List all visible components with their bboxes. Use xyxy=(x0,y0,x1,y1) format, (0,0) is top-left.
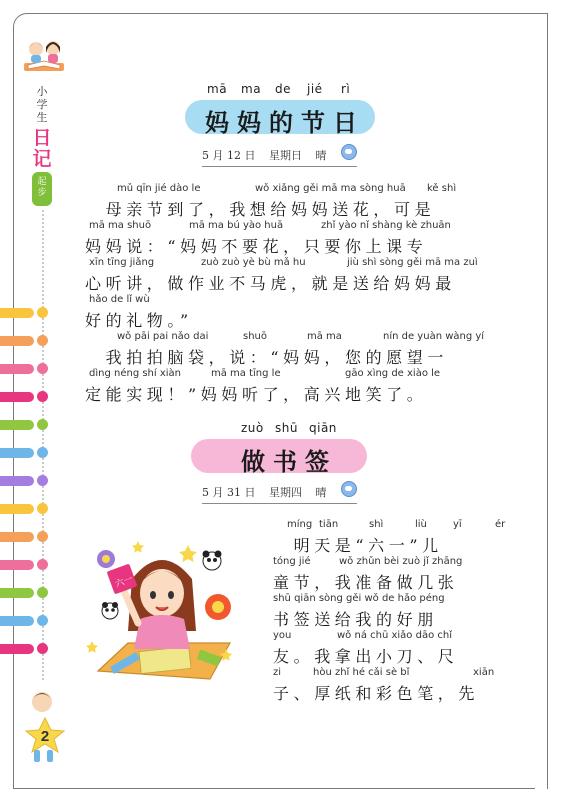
card-text: 六一 xyxy=(114,574,135,591)
entry2-weather: 晴 xyxy=(315,486,327,499)
dotted-guide xyxy=(42,210,44,680)
entry1-title: 妈妈的节日 xyxy=(205,109,365,137)
series-char: 学 xyxy=(36,98,48,111)
pinyin-group: yī xyxy=(453,519,462,530)
title-pinyin-syllable: zuò xyxy=(241,421,264,435)
color-tab xyxy=(0,420,34,430)
color-tab-dot xyxy=(37,419,48,430)
title-pinyin-syllable: qiān xyxy=(309,421,337,435)
pinyin-group: mā ma xyxy=(307,331,342,342)
color-tab xyxy=(0,336,34,346)
pinyin-group: wǒ zhǔn bèi zuò jǐ zhāng xyxy=(339,556,463,567)
pinyin-group: ér xyxy=(495,519,506,530)
series-char: 记 xyxy=(32,148,52,170)
series-char: 小 xyxy=(36,85,48,98)
pinyin-group: shū qiān sòng gěi wǒ de hǎo péng xyxy=(273,593,445,604)
series-char: 日 xyxy=(32,127,52,149)
color-tab xyxy=(0,616,34,626)
color-tab-dot xyxy=(37,587,48,598)
text-line xyxy=(273,667,562,705)
text-line xyxy=(85,331,558,369)
pinyin-group: tóng jié xyxy=(273,556,311,567)
color-tab-dot xyxy=(37,503,48,514)
series-title-big xyxy=(29,128,55,170)
color-tab-dot xyxy=(37,475,48,486)
pinyin-group: zuò zuò yè bù mǎ hu xyxy=(201,257,306,268)
girl-crafting-illustration xyxy=(80,531,244,699)
pinyin-group: hòu zhǐ hé cǎi sè bǐ xyxy=(313,667,410,678)
pinyin-group: míng xyxy=(287,519,313,530)
pinyin-group: xiān xyxy=(473,667,495,678)
entry1-dateline xyxy=(202,147,337,163)
pinyin-group: mā ma shuō xyxy=(89,220,152,231)
color-tab xyxy=(0,644,34,654)
hanzi-text: 友。我拿出小刀、尺 xyxy=(273,647,459,666)
title-pinyin-syllable: mā xyxy=(207,82,228,96)
reading-kids-icon xyxy=(22,35,66,75)
pinyin-group: jiù shì sòng gěi mā ma zuì xyxy=(347,257,478,268)
pinyin-group: wǒ ná chū xiǎo dāo chǐ xyxy=(337,630,452,641)
entry2-dateline xyxy=(202,484,337,500)
title-pinyin-syllable: jié xyxy=(307,82,323,96)
entry2-title: 做书签 xyxy=(241,448,337,476)
color-tab-dot xyxy=(37,363,48,374)
hanzi-text: 好的礼物。” xyxy=(85,311,193,330)
color-tab xyxy=(0,504,34,514)
hanzi-text: 我拍拍脑袋，说：“妈妈，您的愿望一 xyxy=(85,348,448,367)
pinyin-group: zhǐ yào nǐ shàng kè zhuān xyxy=(321,220,451,231)
color-tab xyxy=(0,392,34,402)
color-tab-dot xyxy=(37,559,48,570)
pinyin-group: mǔ qīn jié dào le xyxy=(117,183,201,194)
series-badge xyxy=(32,172,52,206)
pinyin-group: nín de yuàn wàng yí xyxy=(383,331,485,342)
text-line xyxy=(85,368,558,406)
pinyin-group: wǒ xiǎng gěi mā ma sòng huā xyxy=(255,183,406,194)
series-char: 起 xyxy=(37,177,47,187)
hanzi-text: 妈妈说：“妈妈不要花，只要你上课专 xyxy=(85,237,428,256)
pinyin-group: kě shì xyxy=(427,183,457,194)
pinyin-group: mā ma bú yào huā xyxy=(189,220,284,231)
color-tab xyxy=(0,588,34,598)
sunny-weather-icon xyxy=(341,481,357,497)
series-title-small xyxy=(31,85,53,124)
text-line xyxy=(85,183,558,221)
entry1-date: 5 月 12 日 xyxy=(202,149,256,162)
pinyin-group: dìng néng shí xiàn xyxy=(89,368,182,379)
title-pinyin-syllable: rì xyxy=(341,82,351,96)
text-line xyxy=(273,556,562,594)
pinyin-group: you xyxy=(273,630,292,641)
pinyin-group: xīn tīng jiǎng xyxy=(89,257,155,268)
hanzi-text: 童节，我准备做几张 xyxy=(273,573,459,592)
color-tab xyxy=(0,532,34,542)
page-number: 2 xyxy=(40,728,50,745)
side-decoration xyxy=(0,0,75,800)
text-line xyxy=(85,220,558,258)
color-tab-dot xyxy=(37,307,48,318)
color-tab xyxy=(0,364,34,374)
hanzi-text: 明天是“六一”儿 xyxy=(273,536,443,555)
pinyin-group: zi xyxy=(273,667,282,678)
text-line xyxy=(273,519,562,557)
hanzi-text: 书签送给我的好朋 xyxy=(273,610,438,629)
title-pinyin-syllable: ma xyxy=(241,82,262,96)
pinyin-group: shì xyxy=(369,519,384,530)
color-tab-dot xyxy=(37,391,48,402)
pinyin-group: gāo xìng de xiào le xyxy=(345,368,441,379)
color-tab xyxy=(0,476,34,486)
title-pinyin-syllable: de xyxy=(275,82,291,96)
color-tab-dot xyxy=(37,615,48,626)
color-tab xyxy=(0,448,34,458)
entry2-date: 5 月 31 日 xyxy=(202,486,256,499)
entry1-weekday: 星期日 xyxy=(269,149,302,162)
hanzi-text: 母亲节到了，我想给妈妈送花，可是 xyxy=(85,200,436,219)
color-tab xyxy=(0,308,34,318)
pinyin-group: liù xyxy=(415,519,427,530)
color-tab-dot xyxy=(37,335,48,346)
series-char: 生 xyxy=(36,111,48,124)
color-tab-dot xyxy=(37,531,48,542)
hanzi-text: 心听讲，做作业不马虎，就是送给妈妈最 xyxy=(85,274,456,293)
hanzi-text: 定能实现！”妈妈听了，高兴地笑了。 xyxy=(85,385,428,404)
text-line xyxy=(85,257,558,295)
pinyin-group: wǒ pāi pai nǎo dai xyxy=(117,331,209,342)
series-char: 步 xyxy=(37,188,47,198)
sunny-weather-icon xyxy=(341,144,357,160)
entry1-weather: 晴 xyxy=(315,149,327,162)
color-tab xyxy=(0,560,34,570)
pinyin-group: shuō xyxy=(243,331,268,342)
pinyin-group: mā ma tīng le xyxy=(211,368,281,379)
color-tab-dot xyxy=(37,643,48,654)
text-line xyxy=(273,630,562,668)
entry2-weekday: 星期四 xyxy=(269,486,302,499)
color-tab-dot xyxy=(37,447,48,458)
title-pinyin-syllable: shū xyxy=(275,421,298,435)
text-line xyxy=(273,593,562,631)
text-line xyxy=(85,294,558,332)
hanzi-text: 子、厚纸和彩色笔，先 xyxy=(273,684,480,703)
pinyin-group: tiān xyxy=(319,519,339,530)
pinyin-group: hǎo de lǐ wù xyxy=(89,294,150,305)
